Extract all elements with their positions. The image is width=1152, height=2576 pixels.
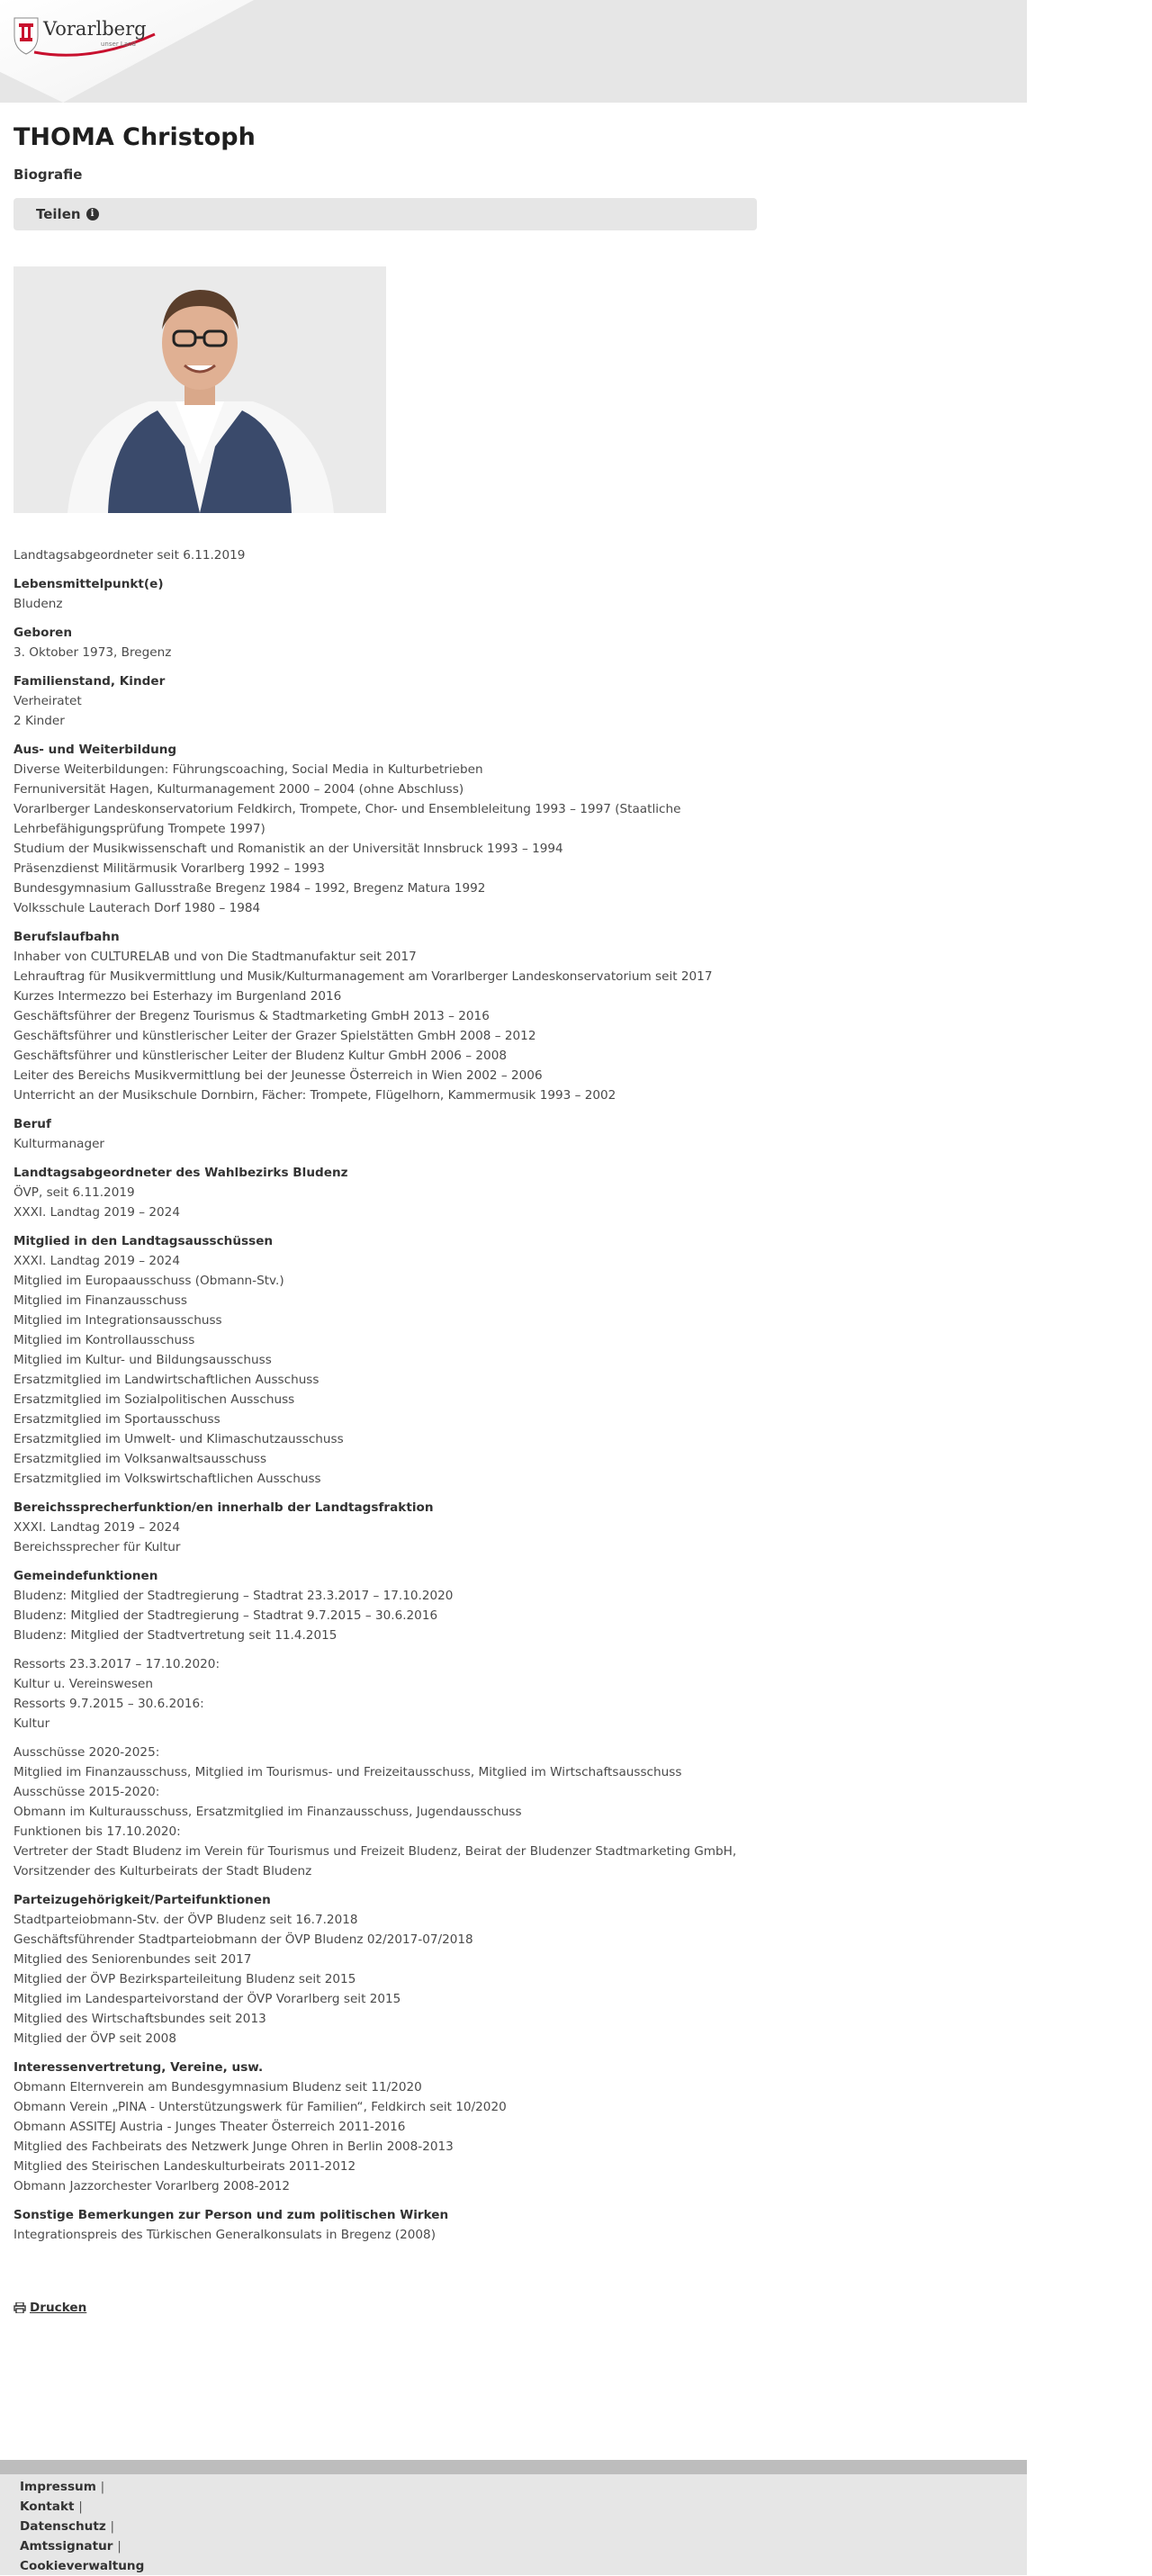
section-label: Mitglied in den Landtagsausschüssen [14,1234,274,1248]
section-line: Mitglied im Kultur- und Bildungsausschuss [14,1353,272,1367]
footer-separator: | [100,2480,105,2494]
footer-link-kontakt[interactable] [20,2497,144,2517]
section-line: Mitglied im Finanzausschuss [14,1293,187,1308]
biography-section [14,2205,760,2245]
biography-section [14,574,760,614]
section-line: Geschäftsführender Stadtparteiobmann der ÖVP Bludenz 02/2017-07/2018 [14,1932,473,1947]
section-line: Bludenz: Mitglied der Stadtregierung – Stadtrat 9.7.2015 – 30.6.2016 [14,1608,438,1623]
section-line: Mitglied im Europaausschuss (Obmann-Stv.) [14,1274,284,1288]
biography-section [14,1163,760,1222]
section-line: Vertreter der Stadt Bludenz im Verein für Tourismus und Freizeit Bludenz, Beirat der Bludenzer Stadtmarketing GmbH, [14,1844,737,1859]
section-line: Obmann Elternverein am Bundesgymnasium Bludenz seit 11/2020 [14,2080,422,2094]
section-label: Aus- und Weiterbildung [14,743,177,757]
section-line: Mitglied im Landesparteivorstand der ÖVP Vorarlberg seit 2015 [14,1992,401,2006]
section-line: Mitglied im Kontrollausschuss [14,1333,195,1347]
footer-link-label: Amtssignatur [20,2539,113,2553]
footer-link-label: Datenschutz [20,2519,106,2534]
biography-section [14,740,760,918]
footer-separator: | [78,2499,83,2514]
section-line: Geschäftsführer und künstlerischer Leiter der Bludenz Kultur GmbH 2006 – 2008 [14,1049,507,1063]
section-line: Präsenzdienst Militärmusik Vorarlberg 1992 – 1993 [14,861,325,876]
section-line: Bereichssprecher für Kultur [14,1540,181,1554]
biography-section [14,1498,760,1557]
section-line: Ersatzmitglied im Volksanwaltsausschuss [14,1452,267,1466]
footer-link-impressum[interactable] [20,2477,144,2497]
logo-tagline: unser Land [101,41,136,48]
footer-divider [0,2460,1027,2474]
section-label: Berufslaufbahn [14,930,120,944]
section-line: Bludenz: Mitglied der Stadtvertretung seit 11.4.2015 [14,1628,338,1643]
section-line: Kultur u. Vereinswesen [14,1677,154,1691]
section-line: Obmann ASSITEJ Austria - Junges Theater Österreich 2011-2016 [14,2120,406,2134]
section-line: Fernuniversität Hagen, Kulturmanagement 2000 – 2004 (ohne Abschluss) [14,782,464,797]
section-line: Ressorts 9.7.2015 – 30.6.2016: [14,1697,204,1711]
section-line: 2 Kinder [14,714,65,728]
biography-section [14,927,760,1105]
section-label: Lebensmittelpunkt(e) [14,577,164,591]
main-content [14,121,760,2245]
footer-link-label: Impressum [20,2480,96,2494]
section-line: Mitglied des Steirischen Landeskulturbeirats 2011-2012 [14,2159,356,2174]
portrait-photo [14,266,386,513]
section-line: XXXI. Landtag 2019 – 2024 [14,1520,180,1535]
footer [0,2474,1027,2575]
share-button[interactable] [14,198,757,230]
page-title: THOMA Christoph [14,123,256,151]
section-line: Volksschule Lauterach Dorf 1980 – 1984 [14,901,261,915]
section-line: Integrationspreis des Türkischen Generalkonsulats in Bregenz (2008) [14,2228,436,2242]
section-line: Funktionen bis 17.10.2020: [14,1824,181,1839]
section-line: Bludenz: Mitglied der Stadtregierung – Stadtrat 23.3.2017 – 17.10.2020 [14,1589,454,1603]
section-gap [14,1645,760,1654]
section-line: Mitglied des Fachbeirats des Netzwerk Junge Ohren in Berlin 2008-2013 [14,2139,454,2154]
section-line: Vorarlberger Landeskonservatorium Feldkirch, Trompete, Chor- und Ensembleleitung 1993 – 1997 (Staatliche [14,802,681,816]
vorarlberg-logo[interactable] [11,13,155,58]
biography-section [14,623,760,662]
section-label: Parteizugehörigkeit/Parteifunktionen [14,1893,271,1907]
footer-link-datenschutz[interactable] [20,2517,144,2536]
section-line: Bundesgymnasium Gallusstraße Bregenz 1984 – 1992, Bregenz Matura 1992 [14,881,486,896]
footer-link-amtssignatur[interactable] [20,2536,144,2556]
section-line: Inhaber von CULTURELAB und von Die Stadtmanufaktur seit 2017 [14,950,417,964]
footer-separator: | [117,2539,122,2553]
section-line: Unterricht an der Musikschule Dornbirn, Fächer: Trompete, Flügelhorn, Kammermusik 1993 – 2002 [14,1088,616,1103]
section-line: Ersatzmitglied im Umwelt- und Klimaschutzausschuss [14,1432,344,1446]
section-line: Leiter des Bereichs Musikvermittlung bei der Jeunesse Österreich in Wien 2002 – 2006 [14,1068,543,1083]
section-label: Sonstige Bemerkungen zur Person und zum politischen Wirken [14,2208,449,2222]
section-label: Landtagsabgeordneter des Wahlbezirks Bludenz [14,1166,348,1180]
section-line: XXXI. Landtag 2019 – 2024 [14,1254,180,1268]
section-line: Geschäftsführer der Bregenz Tourismus & Stadtmarketing GmbH 2013 – 2016 [14,1009,490,1023]
section-line: Ersatzmitglied im Sozialpolitischen Ausschuss [14,1392,295,1407]
section-line: 3. Oktober 1973, Bregenz [14,645,172,660]
section-label: Interessenvertretung, Vereine, usw. [14,2060,264,2075]
section-line: Lehrbefähigungsprüfung Trompete 1997) [14,822,266,836]
section-line: Diverse Weiterbildungen: Führungscoaching, Social Media in Kulturbetrieben [14,762,483,777]
section-label: Gemeindefunktionen [14,1569,158,1583]
section-line: Geschäftsführer und künstlerischer Leiter der Grazer Spielstätten GmbH 2008 – 2012 [14,1029,536,1043]
section-line: Mitglied der ÖVP seit 2008 [14,2031,176,2046]
biography-section [14,1114,760,1154]
section-line: ÖVP, seit 6.11.2019 [14,1185,135,1200]
biography-section [14,671,760,731]
printer-icon [14,2300,26,2319]
section-line: Studium der Musikwissenschaft und Romanistik an der Universität Innsbruck 1993 – 1994 [14,842,563,856]
section-line: Mitglied des Seniorenbundes seit 2017 [14,1952,252,1967]
section-line: Ersatzmitglied im Sportausschuss [14,1412,220,1427]
logo-text: Vorarlberg [43,18,147,40]
section-line: Ressorts 23.3.2017 – 17.10.2020: [14,1657,220,1671]
section-line: Ausschüsse 2015-2020: [14,1785,160,1799]
biography-section [14,2058,760,2196]
footer-links [20,2477,144,2576]
section-line: XXXI. Landtag 2019 – 2024 [14,1205,180,1220]
section-line: Stadtparteiobmann-Stv. der ÖVP Bludenz seit 16.7.2018 [14,1913,358,1927]
section-line: Vorsitzender des Kulturbeirats der Stadt Bludenz [14,1864,312,1878]
biography-section [14,1890,760,2049]
footer-link-cookieverwaltung[interactable] [20,2556,144,2576]
section-line: Mitglied des Wirtschaftsbundes seit 2013 [14,2012,266,2026]
section-line: Ersatzmitglied im Landwirtschaftlichen Ausschuss [14,1373,320,1387]
section-line: Obmann Jazzorchester Vorarlberg 2008-2012 [14,2179,291,2193]
section-label: Beruf [14,1117,51,1131]
section-line: Obmann Verein „PINA - Unterstützungswerk für Familien“, Feldkirch seit 10/2020 [14,2100,507,2114]
section-label: Geboren [14,626,73,640]
biography-heading: Biografie [14,167,83,183]
section-gap [14,1734,760,1743]
footer-separator: | [110,2519,115,2534]
section-line: Mitglied im Finanzausschuss, Mitglied im Tourismus- und Freizeitausschuss, Mitglied im Wirtschaftsausschuss [14,1765,682,1779]
info-icon[interactable]: i [86,208,99,221]
biography-section [14,1566,760,1881]
biography-sections [14,574,760,2245]
section-line: Kultur [14,1716,50,1731]
header-band [0,0,1027,103]
footer-link-label: Kontakt [20,2499,75,2514]
section-line: Verheiratet [14,694,82,708]
section-line: Mitglied der ÖVP Bezirksparteileitung Bludenz seit 2015 [14,1972,356,1986]
section-line: Ersatzmitglied im Volkswirtschaftlichen Ausschuss [14,1472,321,1486]
portrait-illustration [14,266,386,513]
footer-link-label: Cookieverwaltung [20,2559,145,2573]
biography-section [14,1231,760,1489]
section-line: Kulturmanager [14,1137,105,1151]
section-line: Ausschüsse 2020-2025: [14,1745,160,1760]
section-label: Familienstand, Kinder [14,674,166,689]
section-line: Lehrauftrag für Musikvermittlung und Musik/Kulturmanagement am Vorarlberger Landeskonservatorium seit 2017 [14,969,713,984]
share-label: Teilen [36,206,81,222]
section-label: Bereichssprecherfunktion/en innerhalb der Landtagsfraktion [14,1500,434,1515]
section-line: Bludenz [14,597,63,611]
print-button[interactable] [14,2298,86,2319]
section-line: Obmann im Kulturausschuss, Ersatzmitglied im Finanzausschuss, Jugendausschuss [14,1805,522,1819]
section-line: Mitglied im Integrationsausschuss [14,1313,222,1328]
section-line: Kurzes Intermezzo bei Esterhazy im Burgenland 2016 [14,989,342,1004]
intro-text: Landtagsabgeordneter seit 6.11.2019 [14,548,246,563]
print-label: Drucken [30,2301,87,2315]
